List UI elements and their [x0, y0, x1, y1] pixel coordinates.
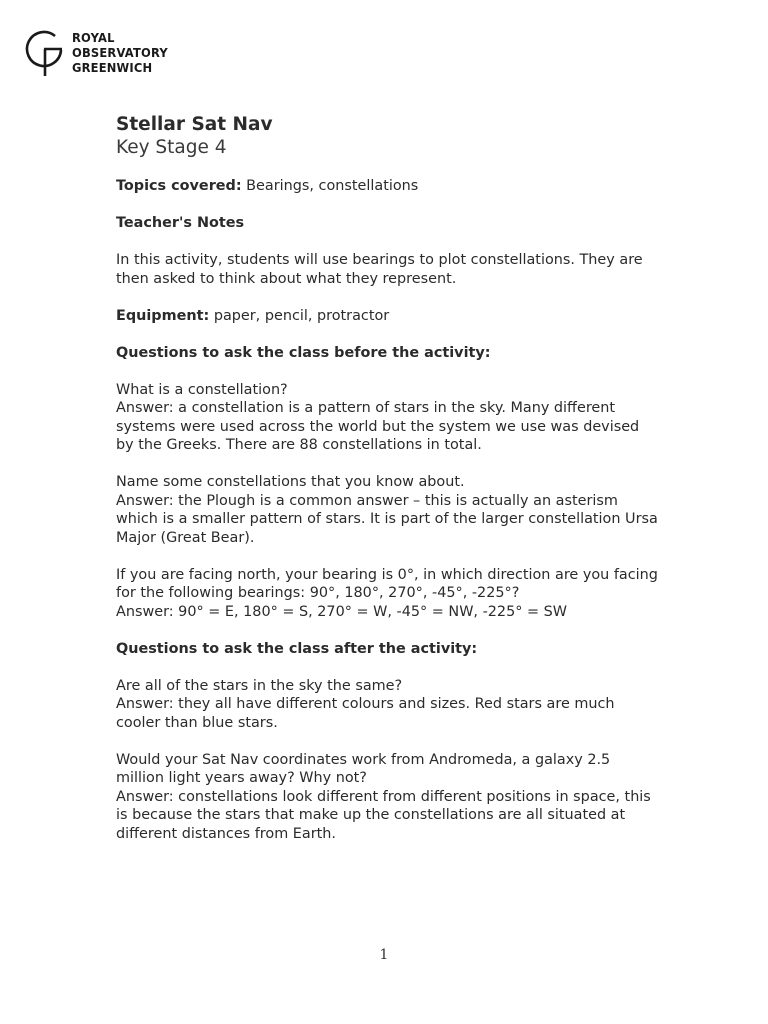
answer-text: Answer: constellations look different from different positions in space, this is because the stars that make up the constellations are all situated at different distances from Earth. — [116, 788, 651, 842]
answer-text: Answer: they all have different colours and sizes. Red stars are much cooler than blue stars. — [116, 696, 615, 731]
question-text: Would your Sat Nav coordinates work from Andromeda, a galaxy 2.5 million light years away? Why not? — [116, 751, 611, 786]
question-block — [116, 473, 661, 547]
equipment-label: Equipment: — [116, 307, 210, 324]
before-activity-heading — [116, 344, 661, 363]
teachers-notes-heading — [116, 214, 661, 233]
logo-line-3: GREENWICH — [72, 60, 153, 75]
document-body — [116, 114, 661, 862]
question-text: If you are facing north, your bearing is 0°, in which direction are you facing for the following bearings: 90°, 180°, 270°, -45°, -225°? — [116, 566, 658, 601]
topics-label: Topics covered: — [116, 178, 242, 194]
topics-covered — [116, 177, 661, 196]
document-subtitle: Key Stage 4 — [116, 137, 227, 158]
notes-heading-text: Teacher's Notes — [116, 215, 245, 231]
question-text: Are all of the stars in the sky the same? — [116, 677, 403, 694]
royal-observatory-logo — [24, 28, 174, 78]
question-block — [116, 381, 661, 455]
answer-text: Answer: 90° = E, 180° = S, 270° = W, -45° = NW, -225° = SW — [116, 603, 568, 620]
document-title: Stellar Sat Nav — [116, 114, 273, 135]
equipment — [116, 307, 661, 326]
logo-line-1: ROYAL — [72, 30, 115, 45]
intro-paragraph: In this activity, students will use bearings to plot constellations. They are then asked to think about what they represent. — [116, 252, 643, 287]
answer-text: Answer: a constellation is a pattern of stars in the sky. Many different systems were used across the world but the system we use was devised by the Greeks. There are 88 constellations in total. — [116, 400, 640, 453]
observatory-emblem-icon — [24, 28, 68, 78]
logo-text — [72, 30, 168, 75]
question-text: Name some constellations that you know about. — [116, 474, 465, 490]
equipment-value: paper, pencil, protractor — [209, 307, 390, 324]
question-block — [116, 677, 661, 733]
after-heading-text: Questions to ask the class after the activity: — [116, 640, 478, 657]
question-block — [116, 751, 661, 844]
answer-text: Answer: the Plough is a common answer – this is actually an asterism which is a smaller pattern of stars. It is part of the larger constellation Ursa Major (Great Bear). — [116, 492, 658, 546]
before-heading-text: Questions to ask the class before the activity: — [116, 344, 491, 361]
question-text: What is a constellation? — [116, 381, 288, 398]
topics-value: Bearings, constellations — [241, 178, 419, 194]
page-number: 1 — [379, 947, 389, 963]
after-activity-heading — [116, 640, 661, 659]
question-block — [116, 566, 661, 622]
logo-line-2: OBSERVATORY — [72, 45, 168, 60]
